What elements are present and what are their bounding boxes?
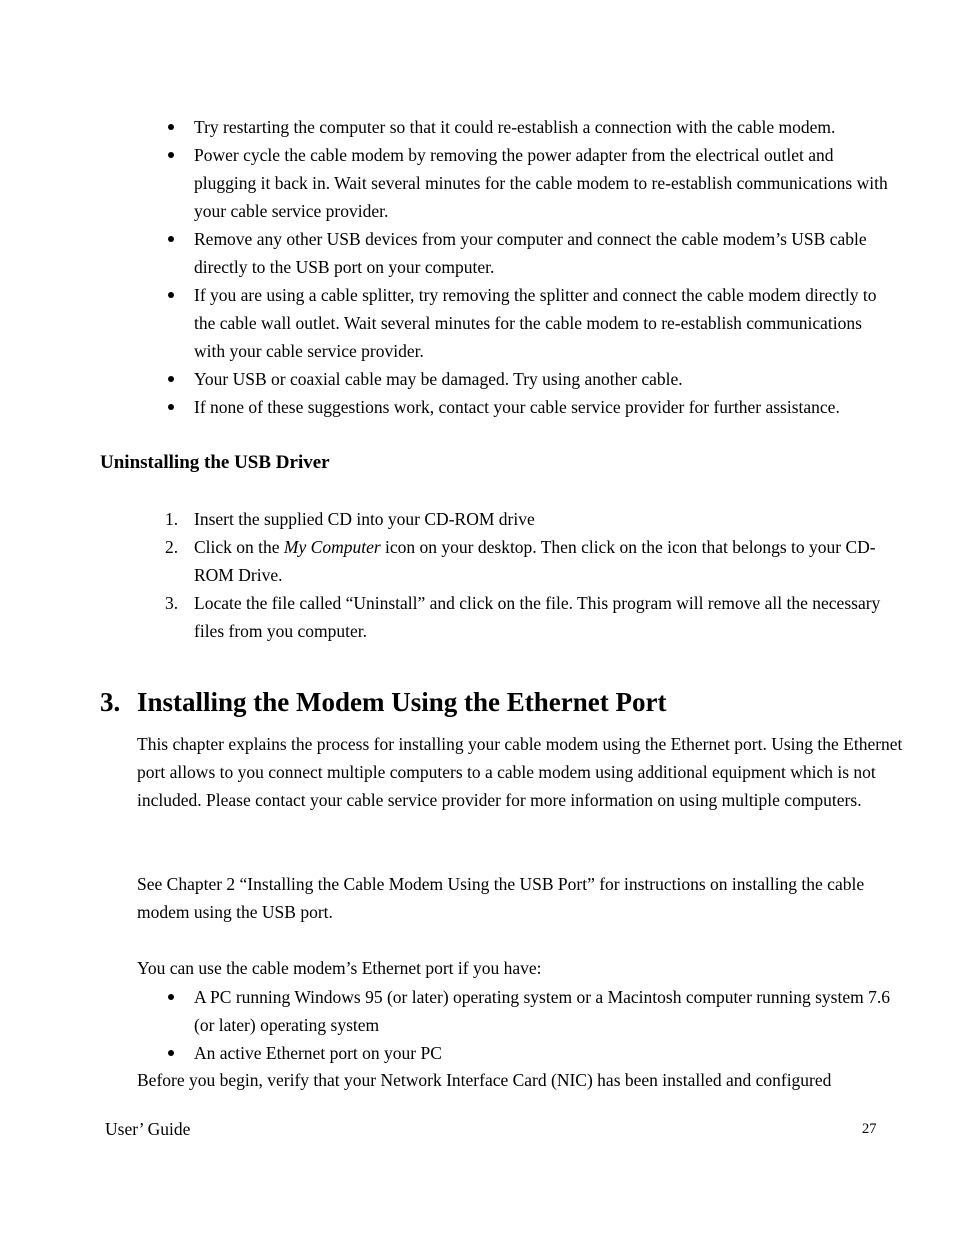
requirements-list [166, 983, 896, 1067]
list-item: Remove any other USB devices from your computer and connect the cable modem’s USB cable directly to the USB port on your computer. [194, 229, 867, 277]
list-item: Your USB or coaxial cable may be damaged. Try using another cable. [194, 369, 683, 389]
list-item: Try restarting the computer so that it could re-establish a connection with the cable modem. [194, 117, 836, 137]
list-item: 3. Locate the file called “Uninstall” and click on the file. This program will remove all the necessary files from you computer. [166, 589, 896, 645]
list-item: Power cycle the cable modem by removing the power adapter from the electrical outlet and plugging it back in. Wait several minutes for the cable modem to re-establish communications with your cable service provider. [194, 145, 888, 221]
list-item: 1. Insert the supplied CD into your CD-ROM drive [166, 505, 896, 533]
list-item: An active Ethernet port on your PC [194, 1043, 442, 1063]
footer-title: User’ Guide [105, 1119, 191, 1139]
paragraph: You can use the cable modem’s Ethernet port if you have: [137, 958, 542, 978]
list-item: 2. Click on the My Computer icon on your desktop. Then click on the icon that belongs to your CD-ROM Drive. [166, 533, 896, 589]
chapter-heading [100, 684, 666, 720]
chapter-number: 3. [100, 687, 121, 717]
list-item: A PC running Windows 95 (or later) operating system or a Macintosh computer running system 7.6 (or later) operating system [194, 987, 890, 1035]
list-item: If none of these suggestions work, contact your cable service provider for further assistance. [194, 397, 840, 417]
chapter-title: Installing the Modem Using the Ethernet Port [137, 687, 667, 717]
uninstall-steps [166, 505, 896, 645]
step-number: 3. [165, 593, 179, 613]
emphasis: My Computer [283, 537, 381, 557]
step-number: 2. [165, 537, 179, 557]
troubleshooting-list [166, 113, 896, 421]
page-number: 27 [862, 1121, 877, 1137]
step-number: 1. [165, 509, 179, 529]
list-item: If you are using a cable splitter, try removing the splitter and connect the cable modem directly to the cable wall outlet. Wait several minutes for the cable modem to re-establish communications with your cable service provider. [194, 285, 877, 361]
paragraph: This chapter explains the process for installing your cable modem using the Ethernet port. Using the Ethernet port allows to you connect multiple computers to a cable modem using additional equipment which is not included. Please contact your cable service provider for more information on using multiple computers. [137, 734, 903, 810]
paragraph: Before you begin, verify that your Network Interface Card (NIC) has been installed and configured [137, 1070, 832, 1090]
section-heading: Uninstalling the USB Driver [100, 452, 330, 473]
paragraph: See Chapter 2 “Installing the Cable Modem Using the USB Port” for instructions on installing the cable modem using the USB port. [137, 874, 865, 922]
